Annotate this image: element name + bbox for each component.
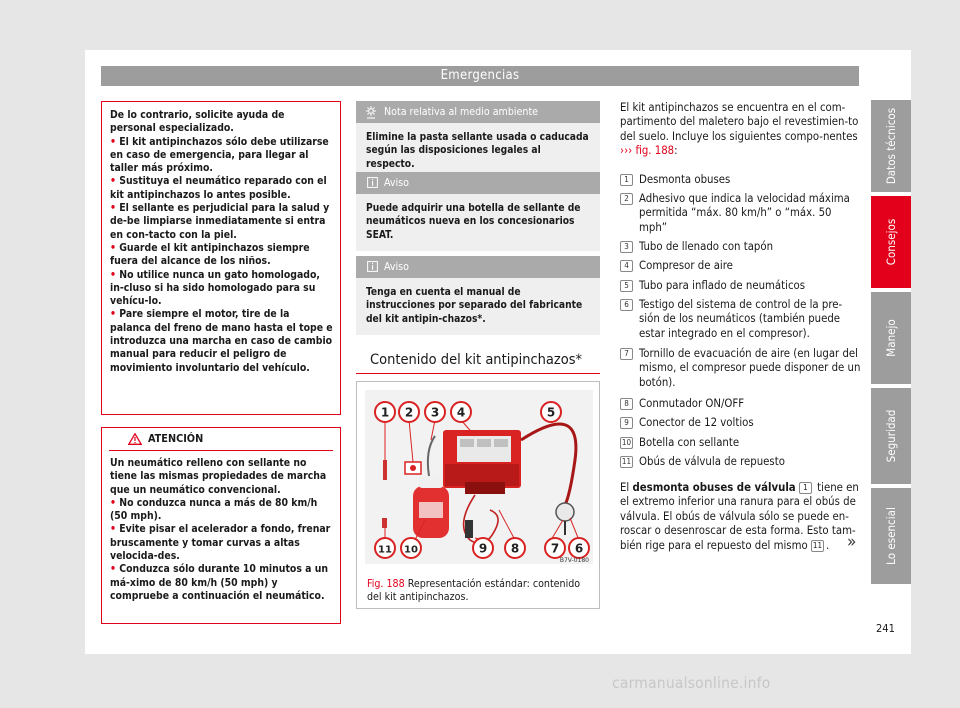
- warning-bullet: • Guarde el kit antipinchazos siempre fuera del alcance de los niños.: [110, 241, 310, 268]
- warning-continuation-box: [101, 101, 341, 415]
- aviso-note: [356, 172, 600, 251]
- tab-manejo[interactable]: Manejo: [871, 292, 911, 384]
- attention-bullet: • Evite pisar el acelerador a fondo, frenar bruscamente y tomar curvas a altas velocida-des.: [110, 523, 331, 563]
- warning-bullet: • Pare siempre el motor, tire de la palanca del freno de mano hasta el tope e introduzca una marcha en caso de cambio manual para reducir el peligro de movimiento involuntario del vehículo.: [110, 308, 333, 374]
- tab-lo-esencial[interactable]: Lo esencial: [871, 488, 911, 584]
- continue-arrow: »: [847, 532, 857, 552]
- info-icon: [367, 177, 378, 188]
- callout-5: 5: [546, 405, 556, 420]
- attention-title: ATENCIÓN: [148, 432, 204, 445]
- kit-illustration: [365, 390, 593, 564]
- attention-bullet: • Conduzca sólo durante 10 minutos a un má-ximo de 80 km/h (50 mph) y compruebe a continuación el neumático.: [110, 563, 329, 602]
- attention-bullet: • No conduzca nunca a más de 80 km/h (50 mph).: [110, 496, 318, 523]
- aviso-note: [356, 256, 600, 335]
- attention-intro: Un neumático relleno con sellante no tiene las mismas propiedades de marcha que un neumático convencional.: [110, 457, 327, 496]
- callout-8: 8: [510, 541, 520, 556]
- attention-header: [102, 428, 340, 450]
- environment-note: [356, 101, 600, 180]
- callout-4: 4: [456, 405, 466, 420]
- tab-datos-tecnicos[interactable]: Datos técnicos: [871, 100, 911, 192]
- callout-3: 3: [430, 405, 440, 420]
- figure-caption-text: Representación estándar: contenido del kit antipinchazos.: [367, 578, 581, 604]
- page-number: 241: [876, 622, 895, 635]
- section-rule: [356, 373, 600, 374]
- environment-note-header: [356, 101, 600, 123]
- warning-bullet: • El kit antipinchazos sólo debe utilizarse en caso de emergencia, para llegar al taller más próximo.: [110, 135, 329, 175]
- chapter-header: Emergencias: [101, 66, 859, 86]
- environment-note-body: Elimine la pasta sellante usada o caducada según las disposiciones legales al respecto.: [356, 123, 600, 180]
- callout-10: 10: [404, 544, 418, 556]
- watermark: carmanualsonline.info: [612, 674, 771, 692]
- figure-caption: [367, 578, 593, 605]
- environment-icon: [364, 105, 378, 119]
- warning-intro: De lo contrario, solicite ayuda de personal especializado.: [110, 109, 285, 135]
- warning-bullet: • El sellante es perjudicial para la salud y de-be limpiarse inmediatamente si entra en con-tacto con la piel.: [110, 202, 330, 241]
- kit-outro: El desmonta obuses de válvula 1 tiene en el extremo inferior una ranura para el obús de válvula. El obús de válvula sólo se puede en-roscar o desenroscar de esta forma. Esto tam-bién rige para el repuesto del mismo 11 .: [620, 481, 859, 552]
- kit-photo: [365, 390, 593, 564]
- aviso-title: Aviso: [384, 177, 409, 189]
- environment-note-title: Nota relativa al medio ambiente: [384, 106, 539, 118]
- callout-6: 6: [574, 541, 584, 556]
- aviso-body: Puede adquirir una botella de sellante de neumáticos nueva en los concesionarios SEAT.: [356, 194, 600, 251]
- callout-7: 7: [550, 541, 560, 556]
- warning-triangle-icon: [128, 433, 142, 445]
- cross-ref-link[interactable]: ››› fig. 188: [620, 144, 675, 158]
- aviso-header: [356, 172, 600, 194]
- aviso-title: Aviso: [384, 261, 409, 273]
- attention-box: [101, 427, 341, 624]
- warning-bullet: • No utilice nunca un gato homologado, in-cluso si ha sido homologado para su vehícu-lo.: [110, 268, 320, 308]
- figure-code: B7V-0180: [559, 557, 589, 564]
- info-icon: [367, 261, 378, 272]
- section-title: Contenido del kit antipinchazos*: [370, 352, 583, 368]
- figure-label: Fig. 188: [367, 578, 405, 590]
- callout-9: 9: [478, 541, 488, 556]
- tab-consejos[interactable]: Consejos: [871, 196, 911, 288]
- kit-intro: El kit antipinchazos se encuentra en el com-partimento del maletero bajo el revestimien-to del suelo. Incluye los siguientes compo-nentes ››› fig. 188:: [620, 101, 859, 158]
- tab-seguridad[interactable]: Seguridad: [871, 388, 911, 484]
- warning-bullet: • Sustituya el neumático reparado con el kit antipinchazos lo antes posible.: [110, 175, 327, 201]
- callout-1: 1: [380, 405, 390, 420]
- callout-11: 11: [378, 544, 392, 556]
- figure-188: [356, 381, 600, 609]
- callout-2: 2: [404, 405, 414, 420]
- aviso-header: [356, 256, 600, 278]
- aviso-body: Tenga en cuenta el manual de instrucciones por separado del fabricante del kit antipin-chazos*.: [356, 278, 600, 335]
